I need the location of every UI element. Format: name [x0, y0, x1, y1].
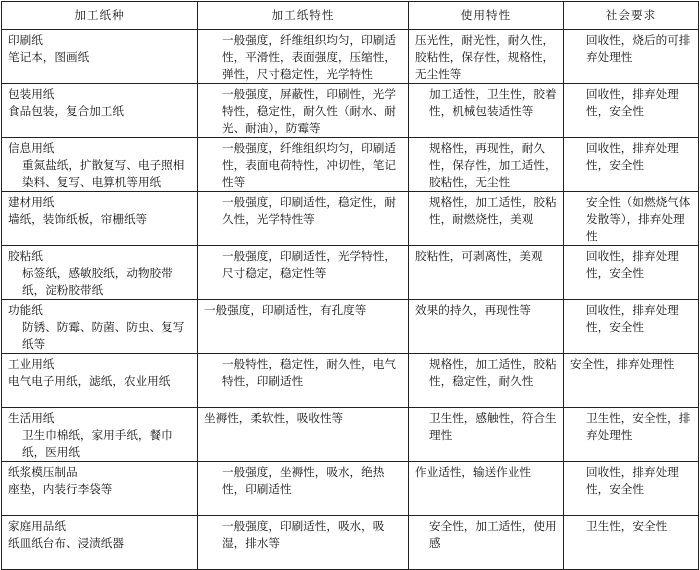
property-text: 一般强度，纤维组织均匀，印刷适性，表面电荷特性，冲切性，笔记性等 — [222, 141, 396, 189]
kind-cell — [2, 138, 198, 192]
usage-text: 规格性，加工适性，胶粘性，稳定性，耐久性 — [429, 357, 557, 388]
usage-text: 压光性，耐光性，耐久性，胶粘性，保存性，规格性，无尘性等 — [415, 33, 555, 81]
kind-cell — [2, 516, 198, 570]
kind-cell — [2, 354, 198, 408]
header-social: 社会要求 — [564, 2, 699, 30]
property-cell — [198, 408, 409, 462]
kind-cell — [2, 246, 198, 300]
property-text: 一般强度，屏蔽性，印刷性，光学特性，稳定性，耐久性（耐水、耐光、耐油），防霉等 — [222, 87, 396, 135]
usage-cell — [409, 354, 564, 408]
social-cell — [564, 462, 699, 516]
social-text: 回收性，排弃处理性，安全性 — [586, 465, 679, 496]
social-cell — [564, 192, 699, 246]
kind-examples: 座垫，内装行李袋等 — [8, 482, 113, 496]
social-text: 回收性，烧后的可排弃处理性 — [586, 33, 691, 64]
header-row — [2, 2, 699, 30]
social-cell — [564, 300, 699, 354]
property-cell — [198, 462, 409, 516]
kind-category: 建材用纸 — [8, 195, 55, 209]
social-text: 回收性，排弃处理性，安全性 — [586, 141, 679, 172]
social-cell — [564, 246, 699, 300]
kind-cell — [2, 462, 198, 516]
kind-examples: 笔记本，图画纸 — [8, 50, 90, 64]
property-cell — [198, 138, 409, 192]
kind-cell — [2, 30, 198, 84]
social-cell — [564, 354, 699, 408]
kind-examples: 卫生巾棉纸，家用手纸，餐巾纸，医用纸 — [22, 428, 173, 459]
kind-examples: 墙纸，装饰纸板，帘栅纸等 — [8, 212, 148, 226]
kind-examples: 食品包装，复合加工纸 — [8, 104, 124, 118]
property-cell — [198, 300, 409, 354]
property-cell — [198, 246, 409, 300]
kind-category: 功能纸 — [8, 303, 43, 317]
table-row — [2, 138, 699, 192]
property-cell — [198, 354, 409, 408]
kind-category: 工业用纸 — [8, 357, 55, 371]
table-row — [2, 516, 699, 570]
kind-cell — [2, 408, 198, 462]
kind-category: 印刷纸 — [8, 33, 43, 47]
kind-examples: 防锈、防霉、防菌、防虫、复写纸等 — [22, 320, 185, 351]
property-text: 一般强度，坐褥性，吸水，绝热性，印刷适性 — [222, 465, 385, 496]
table-row — [2, 354, 699, 408]
usage-text: 作业适性，输送作业性 — [415, 465, 531, 479]
kind-cell — [2, 84, 198, 138]
usage-text: 加工适性，卫生性，胶着性，机械包装适性等 — [429, 87, 557, 118]
kind-examples: 纸皿纸台布、浸渍纸器 — [8, 536, 124, 550]
property-text: 一般强度，印刷适性，有孔度等 — [204, 303, 367, 317]
social-cell — [564, 138, 699, 192]
property-text: 一般强度，纤维组织均匀，印刷适性，平滑性，表面强度，压缩性，弹性，尺寸稳定性，光学特性 — [222, 33, 396, 81]
property-text: 一般强度，印刷适性，吸水，吸湿，排水等 — [222, 519, 385, 550]
usage-cell — [409, 462, 564, 516]
usage-text: 效果的持久，再现性等 — [415, 303, 531, 317]
header-usage: 使用特性 — [409, 2, 564, 30]
property-text: 一般特性，稳定性，耐久性，电气特性，印刷适性 — [222, 357, 396, 388]
social-text: 安全性，排弃处理性 — [570, 357, 675, 371]
social-text: 回收性，排弃处理性，安全性 — [586, 87, 679, 118]
usage-cell — [409, 516, 564, 570]
usage-text: 安全性，加工适性，使用感 — [429, 519, 557, 550]
kind-category: 包装用纸 — [8, 87, 55, 101]
property-cell — [198, 84, 409, 138]
kind-category: 生活用纸 — [8, 411, 55, 425]
social-cell — [564, 30, 699, 84]
usage-text: 胶粘性，可剥离性，美观 — [415, 249, 543, 263]
table-row — [2, 408, 699, 462]
property-text: 坐褥性，柔软性，吸收性等 — [204, 411, 344, 425]
header-kind: 加工纸种 — [2, 2, 198, 30]
table-row — [2, 84, 699, 138]
social-cell — [564, 516, 699, 570]
property-text: 一般强度，印刷适性，光学特性，尺寸稳定，稳定性等 — [222, 249, 396, 280]
usage-text: 规格性，加工适性，胶粘性，耐燃烧性，美观 — [429, 195, 557, 226]
kind-cell — [2, 192, 198, 246]
paper-properties-table — [1, 1, 699, 570]
social-text: 安全性（如燃烧气体发散等），排弃处理性 — [586, 195, 691, 243]
social-text: 卫生性，安全性 — [586, 519, 668, 533]
property-cell — [198, 192, 409, 246]
social-cell — [564, 84, 699, 138]
property-cell — [198, 516, 409, 570]
usage-cell — [409, 138, 564, 192]
usage-cell — [409, 192, 564, 246]
usage-cell — [409, 30, 564, 84]
property-cell — [198, 30, 409, 84]
kind-examples: 标签纸，感敏胶纸，动物胶带纸，淀粉胶带纸 — [22, 266, 173, 297]
usage-cell — [409, 246, 564, 300]
table-row — [2, 300, 699, 354]
table-row — [2, 462, 699, 516]
kind-category: 纸浆模压制品 — [8, 465, 78, 479]
kind-cell — [2, 300, 198, 354]
social-text: 回收性，排弃处理性，安全性 — [586, 249, 679, 280]
usage-cell — [409, 84, 564, 138]
table-row — [2, 246, 699, 300]
usage-text: 卫生性，感触性，符合生理性 — [429, 411, 557, 442]
usage-cell — [409, 408, 564, 462]
kind-category: 胶粘纸 — [8, 249, 43, 263]
property-text: 一般强度，印刷适性，稳定性，耐久性，光学特性等 — [222, 195, 396, 226]
kind-category: 家庭用品纸 — [8, 519, 66, 533]
social-cell — [564, 408, 699, 462]
social-text: 卫生性，安全性，排弃处理性 — [586, 411, 691, 442]
kind-category: 信息用纸 — [8, 141, 55, 155]
table-row — [2, 30, 699, 84]
kind-examples: 电气电子用纸，滤纸，农业用纸 — [8, 374, 171, 388]
usage-text: 规格性，再现性，耐久性，保存性，加工适性，胶粘性，无尘性 — [429, 141, 557, 189]
kind-examples: 重氮盐纸，扩散复写、电子照相染料、复写、电算机等用纸 — [22, 158, 185, 189]
header-property: 加工纸特性 — [198, 2, 409, 30]
social-text: 回收性，排弃处理性，安全性 — [586, 303, 679, 334]
usage-cell — [409, 300, 564, 354]
table-row — [2, 192, 699, 246]
